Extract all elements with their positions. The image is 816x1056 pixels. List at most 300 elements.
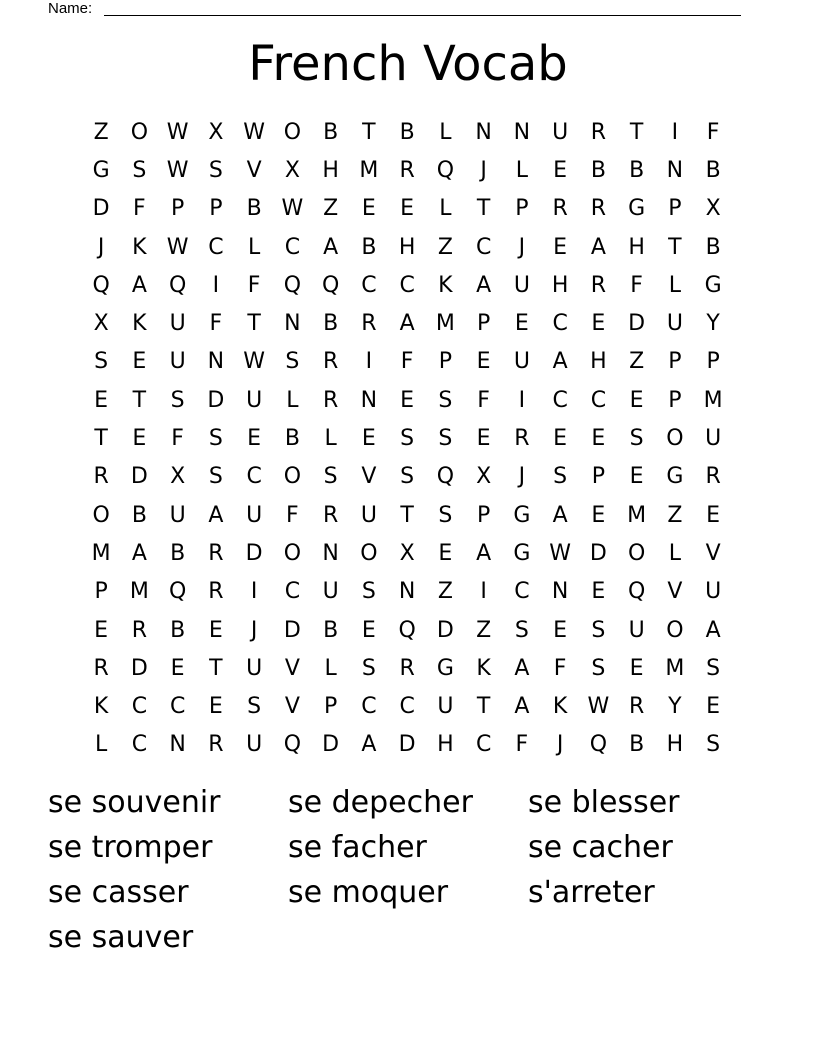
grid-letter: P <box>668 349 682 375</box>
grid-letter: L <box>94 732 108 758</box>
grid-letter: C <box>246 464 262 490</box>
grid-letter: S <box>400 426 415 452</box>
grid-letter: R <box>93 464 109 490</box>
grid-letter: C <box>208 234 224 260</box>
grid-letter: Q <box>283 272 302 298</box>
word-list-item: se facher <box>288 830 427 865</box>
grid-letter: V <box>246 157 262 183</box>
grid-letter: S <box>514 617 529 643</box>
grid-letter: G <box>92 157 110 183</box>
grid-letter: W <box>549 540 571 566</box>
grid-letter: M <box>129 579 149 605</box>
grid-letter: F <box>133 196 146 222</box>
grid-letter: Q <box>321 272 340 298</box>
grid-letter: E <box>591 311 606 337</box>
grid-letter: P <box>323 694 338 720</box>
grid-letter: U <box>169 311 186 337</box>
grid-letter: C <box>284 579 301 605</box>
grid-letter: B <box>705 234 721 260</box>
grid-letter: N <box>360 387 378 413</box>
grid-letter: F <box>477 387 490 413</box>
grid-letter: E <box>476 426 491 452</box>
word-list-item: se souvenir <box>48 785 221 820</box>
name-label: Name: <box>48 0 93 17</box>
grid-letter: X <box>399 540 415 566</box>
grid-letter: D <box>92 196 110 222</box>
grid-letter: Q <box>92 272 110 298</box>
grid-letter: E <box>706 694 721 720</box>
grid-letter: R <box>552 196 568 222</box>
grid-letter: E <box>629 655 644 681</box>
grid-letter: D <box>322 732 340 758</box>
grid-letter: O <box>666 426 684 452</box>
grid-letter: B <box>246 196 262 222</box>
grid-letter: O <box>666 617 684 643</box>
grid-letter: A <box>590 234 606 260</box>
grid-letter: O <box>627 540 646 566</box>
grid-letter: N <box>322 540 339 566</box>
grid-letter: S <box>323 464 338 490</box>
word-list-item: se casser <box>48 875 189 910</box>
grid-letter: Y <box>706 311 720 337</box>
grid-letter: B <box>629 732 645 758</box>
grid-letter: D <box>436 617 454 643</box>
grid-letter: Q <box>398 617 416 643</box>
grid-letter: E <box>361 196 376 222</box>
grid-letter: J <box>518 464 526 490</box>
grid-letter: S <box>208 426 223 452</box>
grid-letter: S <box>361 655 376 681</box>
grid-letter: R <box>208 540 224 566</box>
grid-letter: P <box>94 579 108 605</box>
grid-letter: W <box>587 694 610 720</box>
name-field <box>48 0 748 18</box>
grid-letter: T <box>629 119 644 145</box>
grid-letter: L <box>668 540 681 566</box>
grid-letter: U <box>513 272 530 298</box>
grid-letter: R <box>399 655 415 681</box>
grid-letter: F <box>630 272 643 298</box>
grid-letter: P <box>476 311 491 337</box>
word-list-item: se blesser <box>528 785 680 820</box>
grid-letter: S <box>400 464 415 490</box>
grid-letter: W <box>243 349 265 375</box>
grid-letter: P <box>668 196 682 222</box>
grid-letter: N <box>398 579 416 605</box>
grid-letter: H <box>628 234 645 260</box>
grid-letter: E <box>170 655 185 681</box>
grid-letter: E <box>94 387 109 413</box>
grid-letter: T <box>668 234 682 260</box>
grid-letter: S <box>132 157 147 183</box>
grid-letter: A <box>476 540 492 566</box>
grid-letter: G <box>436 655 454 681</box>
grid-letter: S <box>706 655 721 681</box>
grid-letter: D <box>130 655 148 681</box>
grid-letter: I <box>212 272 220 298</box>
grid-letter: M <box>627 502 647 528</box>
grid-letter: D <box>245 540 263 566</box>
grid-letter: R <box>361 311 377 337</box>
word-list-item: se tromper <box>48 830 213 865</box>
grid-letter: C <box>475 732 492 758</box>
grid-letter: X <box>705 196 721 222</box>
grid-letter: B <box>399 119 415 145</box>
grid-letter: J <box>97 234 105 260</box>
grid-letter: H <box>437 732 454 758</box>
grid-letter: G <box>513 502 531 528</box>
grid-letter: Q <box>436 157 455 183</box>
grid-letter: N <box>475 119 492 145</box>
grid-letter: L <box>439 119 452 145</box>
grid-letter: C <box>399 694 415 720</box>
grid-letter: J <box>556 732 564 758</box>
grid-letter: Q <box>627 579 646 605</box>
grid-letter: N <box>513 119 531 145</box>
grid-letter: R <box>322 349 339 375</box>
grid-letter: X <box>170 464 186 490</box>
word-list-item: se depecher <box>288 785 473 820</box>
grid-letter: R <box>322 502 339 528</box>
grid-letter: E <box>591 502 606 528</box>
grid-letter: R <box>208 579 224 605</box>
grid-letter: E <box>400 196 415 222</box>
grid-letter: P <box>515 196 529 222</box>
grid-letter: E <box>629 387 644 413</box>
grid-letter: O <box>130 119 149 145</box>
grid-letter: S <box>208 464 223 490</box>
grid-letter: V <box>667 579 683 605</box>
name-underline <box>104 15 741 16</box>
grid-letter: W <box>281 196 304 222</box>
grid-letter: C <box>399 272 415 298</box>
grid-letter: W <box>243 119 265 145</box>
grid-letter: E <box>94 617 109 643</box>
grid-letter: B <box>323 119 339 145</box>
grid-letter: M <box>703 387 723 413</box>
grid-letter: Z <box>93 119 109 145</box>
grid-letter: R <box>590 272 607 298</box>
grid-letter: G <box>666 464 684 490</box>
word-list-item: se cacher <box>528 830 673 865</box>
grid-letter: E <box>361 617 376 643</box>
grid-letter: B <box>323 311 339 337</box>
grid-letter: K <box>476 655 491 681</box>
grid-letter: Z <box>629 349 645 375</box>
grid-letter: O <box>360 540 378 566</box>
grid-letter: R <box>399 157 415 183</box>
grid-letter: V <box>705 540 721 566</box>
grid-letter: H <box>551 272 569 298</box>
grid-letter: F <box>247 272 261 298</box>
grid-letter: T <box>400 502 414 528</box>
grid-letter: B <box>323 617 339 643</box>
grid-letter: V <box>361 464 377 490</box>
grid-letter: A <box>514 694 530 720</box>
grid-letter: S <box>94 349 109 375</box>
grid-letter: A <box>399 311 415 337</box>
grid-letter: R <box>705 464 721 490</box>
grid-letter: D <box>628 311 646 337</box>
grid-letter: J <box>518 234 526 260</box>
grid-letter: P <box>591 464 606 490</box>
grid-letter: N <box>207 349 225 375</box>
grid-letter: E <box>208 694 223 720</box>
grid-letter: K <box>552 694 568 720</box>
grid-letter: P <box>209 196 223 222</box>
grid-letter: F <box>553 655 567 681</box>
grid-letter: T <box>362 119 376 145</box>
grid-letter: C <box>514 579 530 605</box>
grid-letter: Z <box>476 617 492 643</box>
grid-letter: E <box>247 426 262 452</box>
grid-letter: F <box>515 732 529 758</box>
grid-letter: A <box>208 502 224 528</box>
grid-letter: U <box>705 426 722 452</box>
grid-letter: B <box>131 502 147 528</box>
grid-letter: C <box>552 387 568 413</box>
grid-letter: O <box>283 119 302 145</box>
grid-letter: N <box>169 732 186 758</box>
grid-letter: H <box>666 732 684 758</box>
grid-letter: H <box>590 349 607 375</box>
word-list-item: se moquer <box>288 875 449 910</box>
grid-letter: U <box>513 349 530 375</box>
grid-letter: S <box>438 387 453 413</box>
grid-letter: X <box>93 311 109 337</box>
grid-letter: N <box>666 157 684 183</box>
grid-letter: C <box>131 732 148 758</box>
grid-letter: S <box>208 157 223 183</box>
grid-letter: T <box>476 694 491 720</box>
grid-letter: A <box>552 349 568 375</box>
grid-letter: Y <box>668 694 682 720</box>
grid-letter: E <box>400 387 415 413</box>
grid-letter: C <box>552 311 568 337</box>
grid-letter: O <box>283 540 302 566</box>
grid-letter: L <box>439 196 452 222</box>
grid-letter: L <box>324 655 337 681</box>
grid-letter: C <box>361 694 377 720</box>
grid-letter: G <box>513 540 531 566</box>
grid-letter: T <box>132 387 147 413</box>
grid-letter: F <box>706 119 720 145</box>
grid-letter: B <box>284 426 300 452</box>
grid-letter: U <box>437 694 454 720</box>
grid-letter: R <box>590 119 607 145</box>
grid-letter: I <box>518 387 526 413</box>
grid-letter: U <box>246 732 263 758</box>
page-title: French Vocab <box>248 36 568 92</box>
word-list <box>48 780 768 960</box>
grid-letter: B <box>170 617 186 643</box>
grid-letter: S <box>361 579 376 605</box>
grid-letter: I <box>250 579 258 605</box>
grid-letter: M <box>665 655 685 681</box>
grid-letter: U <box>552 119 569 145</box>
word-list-item: se sauver <box>48 920 194 955</box>
grid-letter: R <box>131 617 148 643</box>
grid-letter: A <box>705 617 721 643</box>
grid-letter: C <box>169 694 186 720</box>
grid-letter: C <box>475 234 492 260</box>
grid-letter: L <box>324 426 337 452</box>
grid-letter: C <box>361 272 377 298</box>
grid-letter: W <box>166 119 189 145</box>
grid-letter: E <box>706 502 721 528</box>
grid-letter: T <box>209 655 223 681</box>
grid-letter: Q <box>168 579 187 605</box>
grid-letter: A <box>514 655 530 681</box>
grid-letter: P <box>706 349 720 375</box>
grid-letter: L <box>286 387 299 413</box>
grid-letter: A <box>323 234 339 260</box>
grid-letter: M <box>91 540 111 566</box>
grid-letter: X <box>208 119 224 145</box>
grid-letter: F <box>171 426 184 452</box>
grid-letter: R <box>93 655 109 681</box>
grid-letter: F <box>286 502 299 528</box>
grid-letter: C <box>131 694 148 720</box>
grid-letter: U <box>169 349 186 375</box>
grid-letter: R <box>628 694 645 720</box>
grid-letter: U <box>169 502 186 528</box>
grid-letter: L <box>247 234 261 260</box>
grid-letter: S <box>438 502 453 528</box>
grid-letter: E <box>514 311 529 337</box>
grid-letter: E <box>591 426 606 452</box>
grid-letter: L <box>668 272 681 298</box>
grid-letter: D <box>589 540 607 566</box>
grid-letter: X <box>476 464 492 490</box>
grid-letter: E <box>208 617 223 643</box>
grid-letter: J <box>480 157 487 183</box>
grid-letter: A <box>552 502 568 528</box>
grid-letter: A <box>131 540 147 566</box>
grid-letter: O <box>92 502 110 528</box>
grid-letter: A <box>361 732 377 758</box>
grid-letter: I <box>671 119 679 145</box>
grid-letter: K <box>438 272 453 298</box>
grid-letter: B <box>590 157 606 183</box>
grid-letter: U <box>246 387 263 413</box>
grid-letter: F <box>209 311 223 337</box>
grid-letter: U <box>322 579 339 605</box>
grid-letter: R <box>514 426 530 452</box>
grid-letter: Z <box>437 579 453 605</box>
grid-letter: T <box>94 426 108 452</box>
grid-letter: G <box>704 272 722 298</box>
grid-letter: X <box>284 157 300 183</box>
grid-letter: N <box>551 579 569 605</box>
grid-letter: E <box>132 349 147 375</box>
grid-letter: V <box>284 655 300 681</box>
grid-letter: C <box>590 387 607 413</box>
grid-letter: E <box>361 426 376 452</box>
grid-letter: E <box>591 579 606 605</box>
grid-letter: P <box>476 502 491 528</box>
grid-letter: U <box>628 617 645 643</box>
grid-letter: S <box>591 617 606 643</box>
grid-letter: S <box>170 387 185 413</box>
grid-letter: B <box>170 540 186 566</box>
grid-letter: I <box>480 579 487 605</box>
grid-letter: S <box>438 426 453 452</box>
grid-letter: F <box>400 349 414 375</box>
grid-letter: M <box>359 157 379 183</box>
grid-letter: B <box>361 234 377 260</box>
grid-letter: P <box>170 196 185 222</box>
grid-letter: O <box>283 464 302 490</box>
grid-letter: U <box>360 502 377 528</box>
grid-letter: E <box>553 157 568 183</box>
grid-letter: E <box>629 464 644 490</box>
word-list-item: s'arreter <box>528 875 655 910</box>
grid-letter: R <box>322 387 339 413</box>
grid-letter: P <box>668 387 682 413</box>
grid-letter: H <box>322 157 339 183</box>
grid-letter: B <box>629 157 645 183</box>
grid-letter: U <box>705 579 722 605</box>
grid-letter: L <box>515 157 528 183</box>
grid-letter: S <box>553 464 568 490</box>
grid-letter: R <box>208 732 224 758</box>
grid-letter: Q <box>589 732 608 758</box>
grid-letter: E <box>553 426 568 452</box>
grid-letter: U <box>246 502 263 528</box>
word-search-grid <box>82 113 732 764</box>
grid-letter: W <box>166 157 189 183</box>
grid-letter: S <box>629 426 644 452</box>
grid-letter: V <box>284 694 300 720</box>
grid-letter: K <box>132 311 147 337</box>
grid-letter: Q <box>283 732 302 758</box>
grid-letter: S <box>285 349 300 375</box>
grid-letter: A <box>131 272 147 298</box>
grid-letter: K <box>93 694 109 720</box>
grid-letter: M <box>435 311 455 337</box>
grid-letter: E <box>438 540 453 566</box>
grid-letter: N <box>284 311 301 337</box>
grid-letter: K <box>132 234 147 260</box>
grid-letter: E <box>553 617 568 643</box>
grid-letter: Q <box>436 464 455 490</box>
grid-letter: S <box>247 694 262 720</box>
grid-letter: S <box>706 732 721 758</box>
grid-letter: U <box>246 655 263 681</box>
grid-letter: P <box>438 349 453 375</box>
grid-letter: R <box>590 196 607 222</box>
grid-letter: E <box>553 234 568 260</box>
grid-letter: Z <box>437 234 453 260</box>
grid-letter: B <box>705 157 721 183</box>
grid-letter: D <box>130 464 148 490</box>
grid-letter: S <box>591 655 606 681</box>
grid-letter: I <box>365 349 373 375</box>
grid-letter: D <box>283 617 301 643</box>
grid-letter: D <box>398 732 416 758</box>
grid-letter: D <box>207 387 225 413</box>
grid-letter: U <box>666 311 683 337</box>
grid-letter: J <box>250 617 258 643</box>
grid-letter: G <box>628 196 646 222</box>
grid-letter: E <box>476 349 491 375</box>
grid-letter: Z <box>667 502 683 528</box>
grid-letter: T <box>476 196 491 222</box>
grid-letter: Q <box>168 272 187 298</box>
grid-letter: A <box>476 272 492 298</box>
grid-letter: T <box>247 311 261 337</box>
